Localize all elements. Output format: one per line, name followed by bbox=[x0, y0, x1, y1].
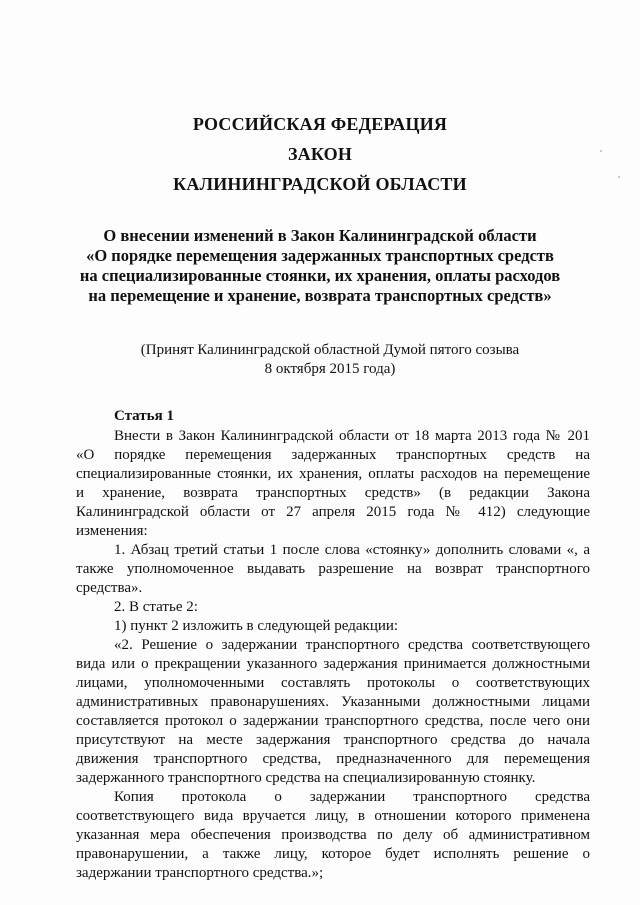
paragraph-line: вида или о прекращении указанного задержания принимается должностными bbox=[76, 656, 590, 672]
paragraph-line: Калининградской области от 27 апреля 2015 года № 412) следующие bbox=[76, 504, 590, 520]
adoption-date: 8 октября 2015 года) bbox=[264, 361, 396, 377]
paragraph-line: указанная мера обеспечения производства по делу об административном bbox=[76, 827, 590, 843]
paragraph-line: «2. Решение о задержании транспортного средства соответствующего bbox=[114, 637, 590, 653]
paragraph-line: правонарушении, а также лицу, которое будет исполнять решение о bbox=[76, 846, 590, 862]
paragraph-line: изменения: bbox=[76, 523, 148, 539]
heading-region: КАЛИНИНГРАДСКОЙ ОБЛАСТИ bbox=[173, 174, 467, 194]
paragraph-line: специализированные стоянки, их хранения, оплаты расходов на перемещение bbox=[76, 466, 590, 482]
paragraph-line: 1) пункт 2 изложить в следующей редакции: bbox=[114, 618, 399, 634]
paragraph-line: средства». bbox=[76, 580, 143, 596]
paragraph-line: 1. Абзац третий статьи 1 после слова «стоянку» дополнить словами «, а bbox=[114, 542, 590, 558]
title-line: О внесении изменений в Закон Калининградской области bbox=[103, 226, 537, 245]
paragraph-line: соответствующего вида вручается лицу, в отношении которого применена bbox=[76, 808, 590, 824]
paragraph-line: движения транспортного средства, предназначенного для перемещения bbox=[76, 751, 590, 767]
heading-federation: РОССИЙСКАЯ ФЕДЕРАЦИЯ bbox=[192, 114, 448, 134]
paragraph-line: административных правонарушениях. Указанными должностными лицами bbox=[76, 694, 590, 710]
title-line: на перемещение и хранение, возврата транспортных средств» bbox=[88, 286, 552, 305]
paragraph-line: «О порядке перемещения задержанных транспортных средств на bbox=[76, 447, 590, 463]
paragraph-line: задержанного транспортного средства на специализированную стоянку. bbox=[76, 770, 536, 786]
paragraph-line: задержании транспортного средства.»; bbox=[76, 865, 324, 881]
article-title: Статья 1 bbox=[114, 408, 174, 424]
paragraph-line: лицами, уполномоченными составлять протоколы о соответствующих bbox=[76, 675, 590, 691]
paragraph-line: Внести в Закон Калининградской области от 18 марта 2013 года № 201 bbox=[114, 428, 590, 444]
adoption-note: (Принят Калининградской областной Думой пятого созыва bbox=[140, 342, 520, 358]
paragraph-line: составляется протокол о задержании транспортного средства, после чего они bbox=[76, 713, 590, 729]
paragraph-line: присутствуют на месте задержания транспортного средства до начала bbox=[76, 732, 590, 748]
heading-law: ЗАКОН bbox=[287, 144, 353, 164]
title-line: на специализированные стоянки, их хранения, оплаты расходов bbox=[79, 266, 561, 285]
paragraph-line: и хранение, возврата транспортных средств» (в редакции Закона bbox=[76, 485, 590, 501]
paragraph-line: Копия протокола о задержании транспортного средства bbox=[114, 789, 590, 805]
paragraph-line: 2. В статье 2: bbox=[114, 599, 198, 615]
title-line: «О порядке перемещения задержанных транспортных средств bbox=[86, 246, 554, 265]
paragraph-line: также уполномоченное выдавать разрешение на возврат транспортного bbox=[76, 561, 590, 577]
